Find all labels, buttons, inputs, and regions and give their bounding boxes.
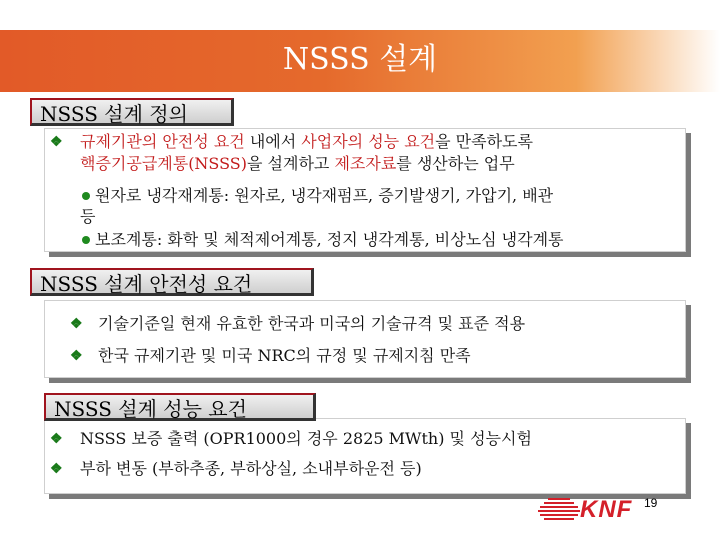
safety-heading: NSSS 설계 안전성 요건 — [30, 268, 314, 296]
dot-bullet-icon — [82, 236, 90, 244]
slide-title: NSSS 설계 — [282, 42, 438, 77]
dot-bullet-icon — [82, 192, 90, 200]
definition-sub-1: 원자로 냉각재계통: 원자로, 냉각재펌프, 증기발생기, 가압기, 배관 — [95, 186, 554, 205]
definition-line-2 — [80, 153, 515, 175]
definition-manufacturing-data: 제조자료 — [334, 154, 397, 173]
definition-text: 를 생산하는 업무 — [396, 154, 515, 173]
performance-heading: NSSS 설계 성능 요건 — [44, 393, 316, 421]
definition-sub-2: 보조계통: 화학 및 체적제어계통, 정지 냉각계통, 비상노심 냉각계통 — [95, 230, 564, 249]
v-bullet-icon: ❖ — [70, 348, 83, 364]
v-bullet-icon: ❖ — [70, 316, 83, 332]
logo-text: KNF — [580, 496, 633, 523]
page-number: 19 — [644, 496, 658, 510]
definition-text: 을 만족하도록 — [435, 132, 533, 151]
definition-sub-1-cont: 등 — [80, 207, 96, 226]
definition-regulatory-requirement: 규제기관의 안전성 요건 — [80, 132, 245, 151]
performance-item-2: 부하 변동 (부하추종, 부하상실, 소내부하운전 등) — [80, 459, 422, 478]
v-bullet-icon: ❖ — [50, 461, 63, 477]
definition-text: 을 설계하고 — [247, 154, 335, 173]
knf-logo-mark-icon — [538, 492, 580, 526]
definition-line-1 — [80, 131, 533, 153]
definition-heading: NSSS 설계 정의 — [30, 98, 234, 126]
definition-text: 내에서 — [244, 132, 302, 151]
definition-nsss-term: 핵증기공급계통(NSSS) — [80, 154, 247, 173]
safety-item-2: 한국 규제기관 및 미국 NRC의 규정 및 규제지침 만족 — [98, 346, 471, 365]
knf-logo — [538, 492, 638, 526]
definition-utility-requirement: 사업자의 성능 요건 — [301, 132, 436, 151]
performance-item-1: NSSS 보증 출력 (OPR1000의 경우 2825 MWth) 및 성능시험 — [80, 429, 532, 448]
v-bullet-icon: ❖ — [50, 431, 63, 447]
v-bullet-icon: ❖ — [50, 134, 63, 150]
safety-item-1: 기술기준일 현재 유효한 한국과 미국의 기술규격 및 표준 적용 — [98, 314, 526, 333]
